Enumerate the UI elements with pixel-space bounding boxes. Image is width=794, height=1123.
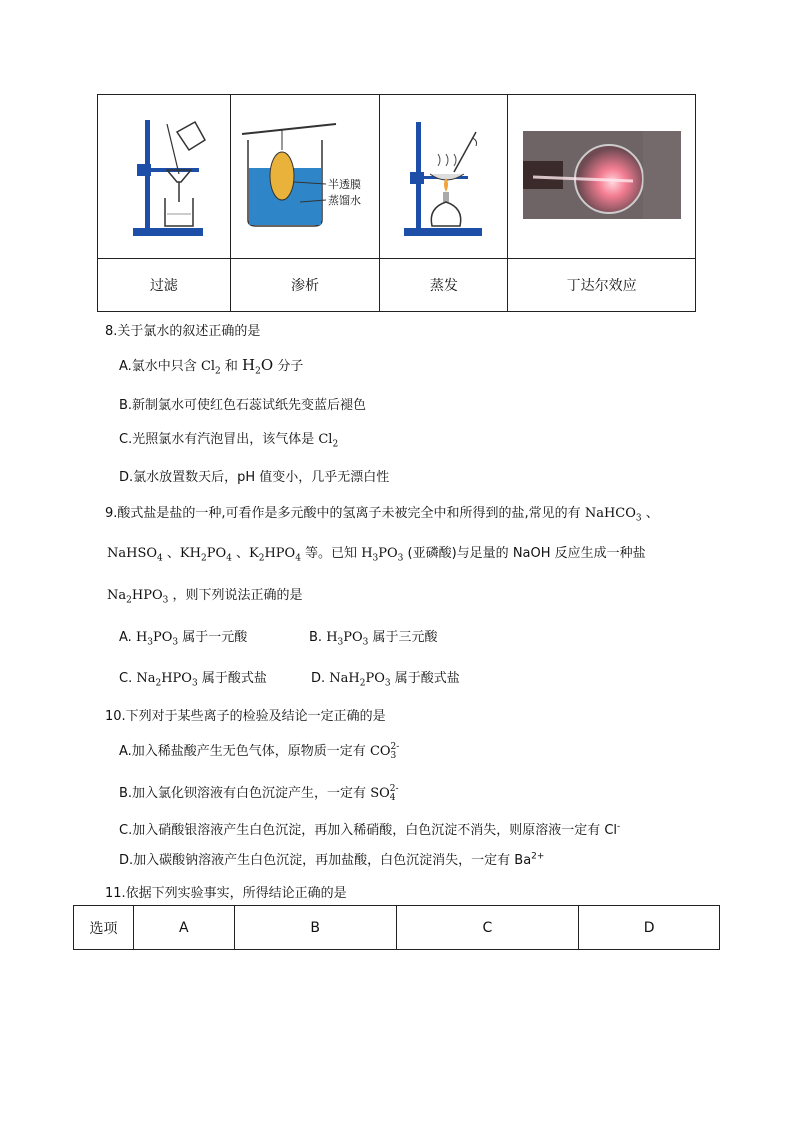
formula: H <box>326 630 338 645</box>
formula: O <box>260 356 274 374</box>
label-tyndall: 丁达尔效应 <box>508 259 696 312</box>
header-c: C <box>396 906 579 950</box>
subscript: 3 <box>397 553 404 564</box>
formula: Na <box>107 588 127 603</box>
subscript: 2 <box>332 439 339 450</box>
formula: PO <box>343 630 363 645</box>
option-letter: C. <box>119 671 137 686</box>
formula: PO <box>365 671 385 686</box>
subscript: 3 <box>635 513 642 524</box>
label-filtration: 过滤 <box>98 259 231 312</box>
label-dialysis: 渗析 <box>230 259 380 312</box>
formula: Cl <box>318 432 333 447</box>
distilled-water-label: 蒸馏水 <box>328 193 362 207</box>
option-text: 属于酸式盐 <box>390 671 460 686</box>
subscript: 3 <box>384 678 391 689</box>
q9-text: ，则下列说法正确的是 <box>168 588 303 603</box>
formula: H <box>135 630 148 645</box>
q9-option-a <box>119 626 247 648</box>
tyndall-effect-photo <box>523 131 681 219</box>
subscript: 3 <box>390 750 397 761</box>
subscript: 3 <box>362 637 369 648</box>
subscript: 3 <box>372 553 379 564</box>
formula: HPO <box>131 588 163 603</box>
formula: NaH <box>329 671 360 686</box>
option-text: B.加入氯化钡溶液有白色沉淀产生，一定有 <box>119 786 371 801</box>
q10-stem: 10.下列对于某些离子的检验及结论一定正确的是 <box>105 709 386 724</box>
formula: NaHCO <box>584 506 636 521</box>
subscript: 4 <box>226 553 232 564</box>
q8-option-c <box>119 428 338 450</box>
subscript: 3 <box>162 595 169 606</box>
ion-formula: SO <box>370 786 390 801</box>
formula: HPO <box>161 671 192 686</box>
header-b: B <box>234 906 396 950</box>
option-letter: A. <box>119 630 136 645</box>
formula: K <box>248 546 259 561</box>
separator: 、 <box>162 546 180 561</box>
formula: KH <box>179 546 201 561</box>
subscript: 3 <box>147 637 154 648</box>
q10-option-d <box>119 849 544 868</box>
q8-a-text: A.氯水中只含 <box>119 359 201 374</box>
subscript: 3 <box>337 637 344 648</box>
q9-line-3 <box>107 584 303 606</box>
q8-a-mid: 和 <box>220 359 243 374</box>
subscript: 3 <box>191 678 198 689</box>
header-a: A <box>133 906 234 950</box>
evaporation-cell <box>380 95 508 259</box>
formula: Na <box>136 671 156 686</box>
q9-text: 9.酸式盐是盐的一种,可看作是多元酸中的氢离子未被完全中和所得到的盐,常见的有 <box>105 506 585 521</box>
dialysis-apparatus-image <box>240 120 370 230</box>
superscript: 2- <box>390 741 400 752</box>
option-letter: B. <box>309 630 327 645</box>
q9-option-d <box>311 667 460 689</box>
q9-line-2 <box>107 542 646 564</box>
subscript: 2 <box>215 366 221 377</box>
subscript: 2 <box>200 553 207 564</box>
formula: H <box>242 356 256 374</box>
option-text: 属于酸式盐 <box>197 671 267 686</box>
option-text: A.加入稀盐酸产生无色气体，原物质一定有 <box>119 744 370 759</box>
tyndall-cell <box>508 95 696 259</box>
q9-option-c <box>119 667 267 689</box>
q9-option-b <box>309 626 438 648</box>
formula: PO <box>378 546 398 561</box>
superscript: 2+ <box>531 851 545 862</box>
q11-table <box>73 905 720 950</box>
subscript: 2 <box>258 553 265 564</box>
superscript: - <box>617 821 621 832</box>
q8-stem: 8.关于氯水的叙述正确的是 <box>105 324 261 339</box>
header-option: 选项 <box>74 906 134 950</box>
ion-formula: CO <box>369 744 391 759</box>
subscript: 4 <box>157 553 163 564</box>
q9-text: (亚磷酸)与足量的 NaOH 反应生成一种盐 <box>403 546 646 561</box>
option-letter: D. <box>311 671 330 686</box>
formula: HPO <box>264 546 296 561</box>
subscript: 3 <box>172 637 179 648</box>
superscript: 2- <box>389 783 399 794</box>
option-text: D.加入碳酸钠溶液产生白色沉淀，再加盐酸，白色沉淀消失，一定有 Ba <box>119 853 532 868</box>
formula: NaHSO <box>107 546 158 561</box>
dialysis-cell <box>230 95 380 259</box>
header-d: D <box>579 906 720 950</box>
formula: PO <box>206 546 227 561</box>
q10-option-c <box>119 819 620 838</box>
subscript: 2 <box>126 595 132 606</box>
q11-stem: 11.依据下列实验事实，所得结论正确的是 <box>105 886 347 901</box>
formula: Cl <box>200 359 216 374</box>
q8-a-post: 分子 <box>273 359 304 374</box>
q8-option-d: D.氯水放置数天后，pH 值变小，几乎无漂白性 <box>119 470 390 485</box>
subscript: 4 <box>295 553 301 564</box>
q10-option-a <box>119 740 399 761</box>
option-text: 属于一元酸 <box>178 630 248 645</box>
q9-line-1 <box>105 502 659 524</box>
formula: PO <box>153 630 173 645</box>
evaporation-apparatus-image <box>394 110 494 240</box>
label-evaporation: 蒸发 <box>380 259 508 312</box>
formula: H <box>361 546 373 561</box>
subscript: 4 <box>389 792 396 803</box>
q8-option-a <box>119 355 303 377</box>
q9-text: 、 <box>641 506 659 521</box>
separator: 、 <box>231 546 249 561</box>
subscript: 2 <box>255 366 261 377</box>
filtration-apparatus-image <box>119 110 209 240</box>
subscript: 2 <box>359 678 366 689</box>
membrane-label: 半透膜 <box>328 177 362 191</box>
q8-c-text: C.光照氯水有汽泡冒出，该气体是 <box>119 432 319 447</box>
option-text: 属于三元酸 <box>368 630 438 645</box>
q10-option-b <box>119 782 399 803</box>
apparatus-table <box>97 94 696 312</box>
subscript: 2 <box>155 678 162 689</box>
q8-option-b: B.新制氯水可使红色石蕊试纸先变蓝后褪色 <box>119 398 367 413</box>
option-text: C.加入硝酸银溶液产生白色沉淀，再加入稀硝酸，白色沉淀不消失，则原溶液一定有 Cl <box>119 823 618 838</box>
filtration-cell <box>98 95 231 259</box>
q9-text: 等。已知 <box>300 546 362 561</box>
